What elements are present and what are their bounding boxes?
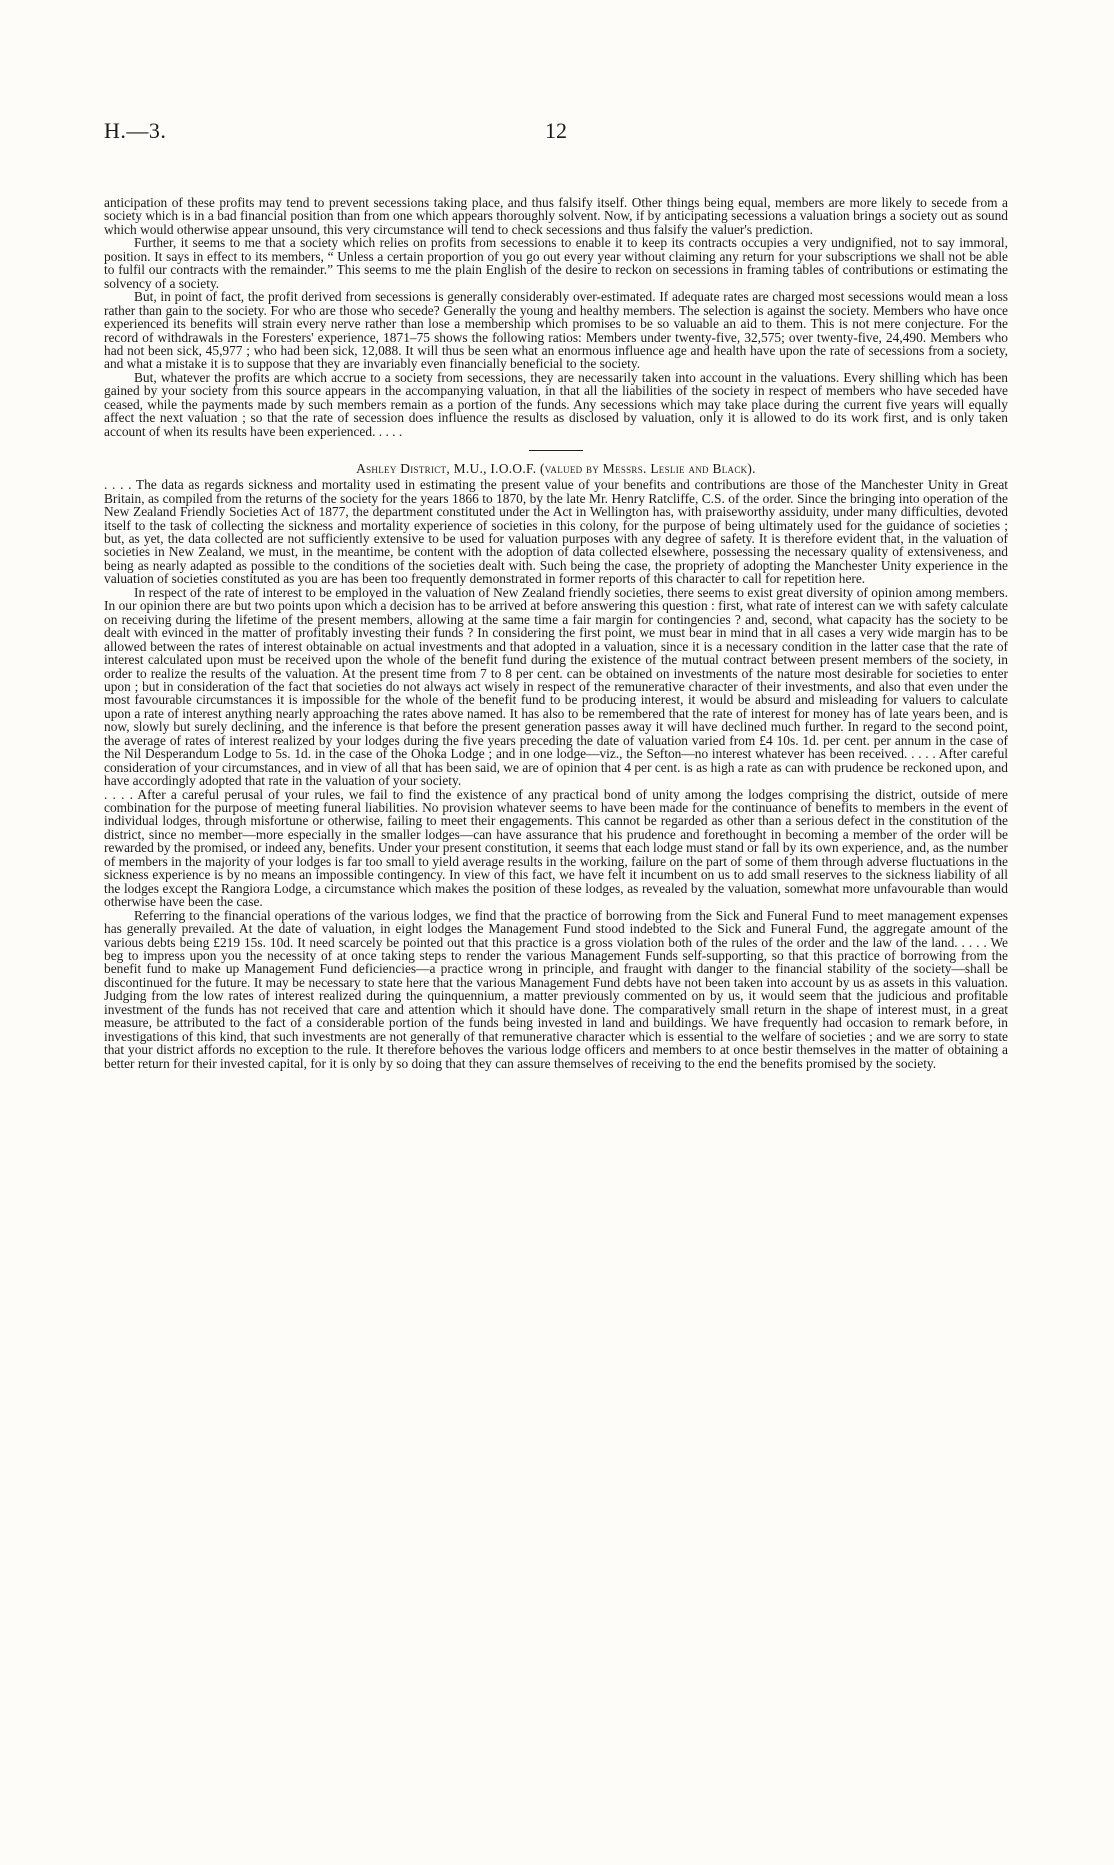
section-divider (529, 450, 583, 451)
paragraph: anticipation of these profits may tend to prevent secessions taking place, and thus falsify itself. Other things being equal, members are more likely to secede from a society which is in a bad financial position than from one which appears thoroughly solvent. Now, if by anticipating secessions a valuation brings a society out as sound which would otherwise appear unsound, this very circumstance will tend to check secessions and thus falsify the valuer's prediction. (104, 195, 1008, 237)
document-page (104, 118, 1008, 1070)
section-heading: Ashley District, M.U., I.O.O.F. (valued by Messrs. Leslie and Black). (356, 461, 756, 477)
document-id: H.—3. (104, 118, 167, 143)
paragraph: In respect of the rate of interest to be employed in the valuation of New Zealand friendly societies, there seems to exist great diversity of opinion among members. In our opinion there are but two points upon which a decision has to be arrived at before answering this question : first, what rate of interest can we with safety calculate on receiving during the lifetime of the present members, allowing at the same time a fair margin for contingencies ? and, second, what capacity has the society to be dealt with evinced in the matter of profitably investing their funds ? In considering the first point, we must bear in mind that in all cases a very wide margin has to be allowed between the rates of interest obtainable on actual investments and that adopted in a valuation, since it is a necessary condition in the latter case that the rate of interest calculated upon must be received upon the whole of the benefit fund during the existence of the mutual contract between present members of the society, in order to realize the results of the valuation. At the present time from 7 to 8 per cent. can be obtained on investments of the nature most desirable for societies to enter upon ; but in consideration of the fact that societies do not always act wisely in respect of the remunerative character of their investments, and also that even under the most favourable circumstances it is impossible for the whole of the benefit fund to be producing interest, it would be absurd and misleading for valuers to calculate upon a rate of interest anything nearly approaching the rates above named. It has also to be remembered that the rate of interest for money has of late years been, and is now, slowly but surely declining, and the inference is that before the present generation passes away it will have declined much further. In regard to the second point, the average of rates of interest realized by your lodges during the five years preceding the date of valuation varied from £4 10s. 1d. per cent. per annum in the case of the Nil Desperandum Lodge to 5s. 1d. in the case of the Ohoka Lodge ; and in one lodge—viz., the Sefton—no interest whatever has been received. . . . . After careful consideration of your circumstances, and in view of all that has been said, we are of opinion that 4 per cent. is as high a rate as can with prudence be reckoned upon, and have accordingly adopted that rate in the valuation of your society. (104, 584, 1008, 789)
body-text (104, 196, 1008, 1070)
paragraph: . . . . The data as regards sickness and mortality used in estimating the present value of your benefits and contributions are those of the Manchester Unity in Great Britain, as compiled from the returns of the society for the years 1866 to 1870, by the late Mr. Henry Ratcliffe, C.S. of the order. Since the bringing into operation of the New Zealand Friendly Societies Act of 1877, the department constituted under the Act in Wellington has, with praiseworthy assiduity, under many difficulties, devoted itself to the task of collecting the sickness and mortality experience of societies in this colony, for the purpose of being ultimately used for the guidance of societies ; but, as yet, the data collected are not sufficiently extensive to be used for valuation purposes with any degree of safety. It is therefore evident that, in the valuation of societies in New Zealand, we must, in the meantime, be content with the adoption of data collected elsewhere, possessing the necessary quality of extensiveness, and being as nearly adapted as possible to the conditions of the societies dealt with. Such being the case, the propriety of adopting the Manchester Unity experience in the valuation of societies constituted as you are has been too frequently demonstrated in former reports of this character to call for repetition here. (104, 477, 1008, 587)
page-number: 12 (545, 118, 567, 143)
paragraph: Further, it seems to me that a society which relies on profits from secessions to enable it to keep its contracts occupies a very undignified, not to say immoral, position. It says in effect to its members, “ Unless a certain proportion of you go out every year without claiming any return for your subscriptions we shall not be able to fulfil our contracts with the remainder.” This seems to me the plain English of the desire to reckon on secessions in framing tables of contributions or estimating the solvency of a society. (104, 235, 1008, 291)
paragraph: . . . . After a careful perusal of your rules, we fail to find the existence of any practical bond of unity among the lodges comprising the district, outside of mere combination for the purpose of meeting funeral liabilities. No provision whatever seems to have been made for the continuance of benefits to members in the event of individual lodges, through misfortune or otherwise, failing to meet their engagements. This cannot be regarded as other than a serious defect in the constitution of the district, since no member—more especially in the smaller lodges—can have assurance that his prudence and forethought in becoming a member of the order will be rewarded by the promised, or indeed any, benefits. Under your present constitution, it seems that each lodge must stand or fall by its own experience, and, as the number of members in the majority of your lodges is far too small to yield average results in the working, failure on the part of some of them through adverse fluctuations in the sickness experience is by no means an impossible contingency. In view of this fact, we have felt it incumbent on us to add small reserves to the sickness liability of all the lodges except the Rangiora Lodge, a circumstance which makes the position of these lodges, as revealed by the valuation, somewhat more unfavourable than would otherwise have been the case. (104, 786, 1008, 910)
page-header (104, 118, 1008, 154)
paragraph: But, in point of fact, the profit derived from secessions is generally considerably over-estimated. If adequate rates are charged most secessions would mean a loss rather than gain to the society. For who are those who secede? Generally the young and healthy members. The selection is against the society. Members who have once experienced its benefits will strain every nerve rather than lose a membership which promises to be so valuable an aid to them. This is not mere conjecture. For the record of withdrawals in the Foresters' experience, 1871–75 shows the following ratios: Members under twenty-five, 32,575; over twenty-five, 24,490. Members who had not been sick, 45,977 ; who had been sick, 12,088. It will thus be seen what an enormous influence age and health have upon the rate of secessions from a society, and what a mistake it is to suppose that they are invariably even financially beneficial to the society. (104, 289, 1008, 372)
paragraph: Referring to the financial operations of the various lodges, we find that the practice of borrowing from the Sick and Funeral Fund to meet management expenses has generally prevailed. At the date of valuation, in eight lodges the Management Fund stood indebted to the Sick and Funeral Fund, the aggregate amount of the various debts being £219 15s. 10d. It need scarcely be pointed out that this practice is a gross violation both of the rules of the order and the law of the land. . . . . We beg to impress upon you the necessity of at once taking steps to render the various Management Funds self-supporting, so that this practice of borrowing from the benefit fund to make up Management Fund deficiencies—a practice wrong in principle, and fraught with danger to the financial stability of the society—shall be discontinued for the future. It may be necessary to state here that the various Management Fund debts have not been taken into account by us as assets in this valuation. Judging from the low rates of interest realized during the quinquennium, a matter previously commented on by us, it would seem that the judicious and profitable investment of the funds has not received that care and attention which it should have done. The comparatively small return in the shape of interest must, in a great measure, be attributed to the fact of a considerable portion of the funds being invested in land and buildings. We have frequently had occasion to remark before, in investigations of this kind, that such investments are not generally of that remunerative character which is essential to the welfare of societies ; and we are sorry to state that your district affords no exception to the rule. It therefore behoves the various lodge officers and members to at once bestir themselves in the matter of obtaining a better return for their invested capital, for it is only by so doing that they can assure themselves of receiving to the end the benefits promised by the society. (104, 907, 1008, 1071)
paragraph: But, whatever the profits are which accrue to a society from secessions, they are necessarily taken into account in the valuations. Every shilling which has been gained by your society from this source appears in the accompanying valuation, in that all the liabilities of the society in respect of members who have seceded have ceased, while the payments made by such members remain as a portion of the funds. Any secessions which may take place during the current five years will equally affect the next valuation ; so that the rate of secession does influence the results as disclosed by valuation, only it is allowed to do its work first, and is only taken account of when its results have been experienced. . . . . (104, 369, 1008, 439)
